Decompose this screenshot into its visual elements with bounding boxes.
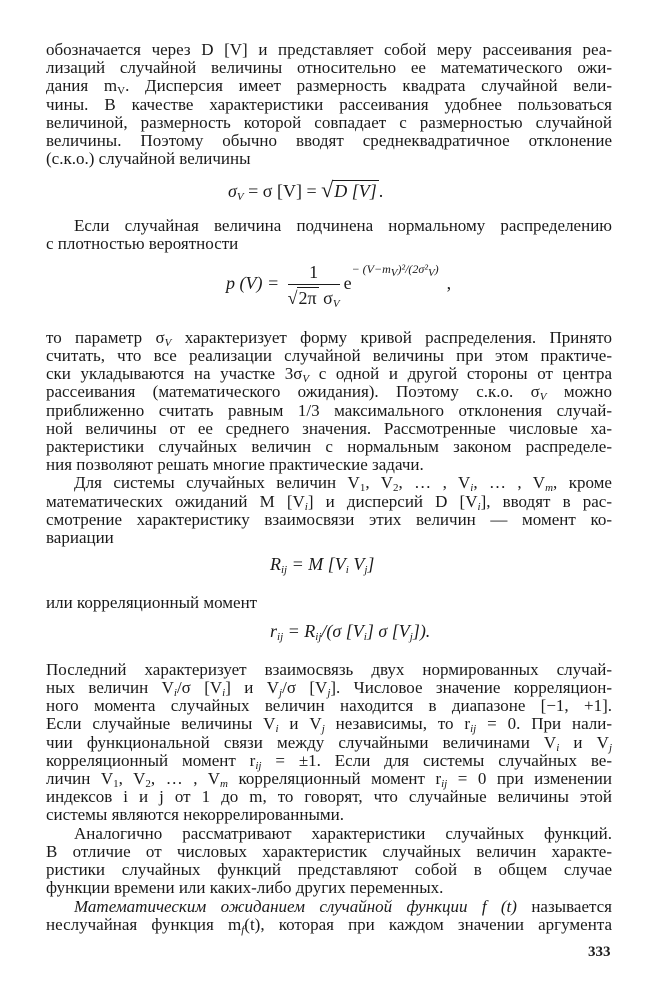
text-line: с плотностью вероятности — [46, 234, 239, 253]
text-line: ного момента случайных величин находится в диапазоне [−1, +1]. — [46, 696, 612, 715]
text-line: математических ожиданий M $[V_i]$ и дисперсий D $[V_i]$, вводят в рас- — [46, 492, 612, 513]
text-line: величины. Поэтому обычно вводят среднеквадратичное отклонение — [46, 131, 612, 150]
text-line: Математическим ожиданием случайной функции f (t) называется — [74, 897, 612, 916]
text-line: Последний характеризует взаимосвязь двух нормированных случай- — [46, 660, 612, 679]
text-line: вариации — [46, 528, 114, 547]
equation-covariance: $R_{ij} = M$ [$V_i$ $V_j$] — [270, 554, 375, 576]
text-line: то параметр $\sigma_V$ характеризует форму кривой распределения. Принято — [46, 328, 612, 349]
page-number: 333 — [588, 944, 611, 960]
text-line: индексов i и j от 1 до m, то говорят, что случайные величины этой — [46, 787, 612, 806]
text-line: неслучайная функция $m_f(t)$, которая при каждом значении аргумента — [46, 915, 613, 936]
text-line: Для системы случайных величин $V_1$, $V_2$, … , $V_i$, … , $V_m$, кроме — [74, 473, 612, 494]
text-line: функции времени или каких-либо других переменных. — [46, 878, 444, 897]
text-line: величиной, размерность которой совпадает с размерностью случайной — [46, 113, 612, 132]
text-line: корреляционный момент $r_{ij} = \pm 1$. Если для системы случайных ве- — [46, 751, 612, 772]
text-line: Если случайная величина подчинена нормальному распределению — [74, 216, 612, 235]
text-line: рассеивания (математического ожидания). Поэтому с.к.о. $\sigma_V$ можно — [46, 382, 612, 403]
text-line: ной величины от ее среднего значения. Рассмотренные числовые ха- — [46, 419, 612, 438]
text-line: или корреляционный момент — [46, 593, 258, 612]
equation-correlation: $r_{ij} = R_{ij}/(\sigma$ $[V_i]$ σ $[V_j]$). — [270, 621, 431, 643]
text-line: ристики случайных функций представляют собой в общем случае — [46, 860, 612, 879]
text-line: чины. В качестве характеристики рассеивания удобнее пользоваться — [46, 95, 612, 114]
equation-std: $\sigma_V = \sigma$ [V] = √D [V] . — [228, 177, 384, 203]
text-line: Если случайные величины $V_i$ и $V_j$ независимы, то $r_{ij} = 0$. При нали- — [46, 714, 613, 735]
text-line: чии функциональной связи между случайными величинами $V_i$ и $V_j$ — [46, 733, 612, 754]
text-line: системы являются некоррелированными. — [46, 805, 344, 824]
text-line: В отличие от числовых характеристик случайных величин характе- — [46, 842, 612, 861]
equation-normal-density: p (V) = $\frac{1}{√2\pi \sigma_V}$ $e^{- (V-m_V)^2/(2\sigma^2_V)}$, — [226, 262, 452, 310]
text-line: считать, что все реализации случайной величины при этом практиче- — [46, 346, 612, 365]
text-line: рактеристики случайных величин с нормальным законом распределе- — [46, 437, 612, 456]
text-line: обозначается через D [V] и представляет собой меру рассеивания реа- — [46, 40, 612, 59]
text-line: Аналогично рассматривают характеристики случайных функций. — [74, 824, 612, 843]
text-line: ных величин $V_i/\sigma$ $[V_i]$ и $V_j/\sigma$ $[V_j]$. Числовое значение корреляцион- — [46, 678, 612, 699]
fraction: $\frac{1}{√2\pi \sigma_V}$ — [287, 262, 340, 310]
text-line: ски укладываются на участке $3\sigma_V$ с одной и другой стороны от центра — [46, 364, 612, 385]
text-line: (с.к.о.) случайной величины — [46, 149, 251, 168]
text-line: дания $m_V$. Дисперсия имеет размерность квадрата случайной вели- — [46, 76, 613, 97]
text-line: лизаций случайной величины относительно ее математического ожи- — [46, 58, 612, 77]
text-line: приближенно считать равным 1/3 максимального отклонения случай- — [46, 401, 612, 420]
text-line: смотрение характеристику взаимосвязи этих величин — момент ко- — [46, 510, 612, 529]
text-line: личин $V_1$, $V_2$, … , $V_m$ корреляционный момент $r_{ij} = 0$ при изменении — [46, 769, 612, 790]
text-line: ния позволяют решать многие практические задачи. — [46, 455, 424, 474]
